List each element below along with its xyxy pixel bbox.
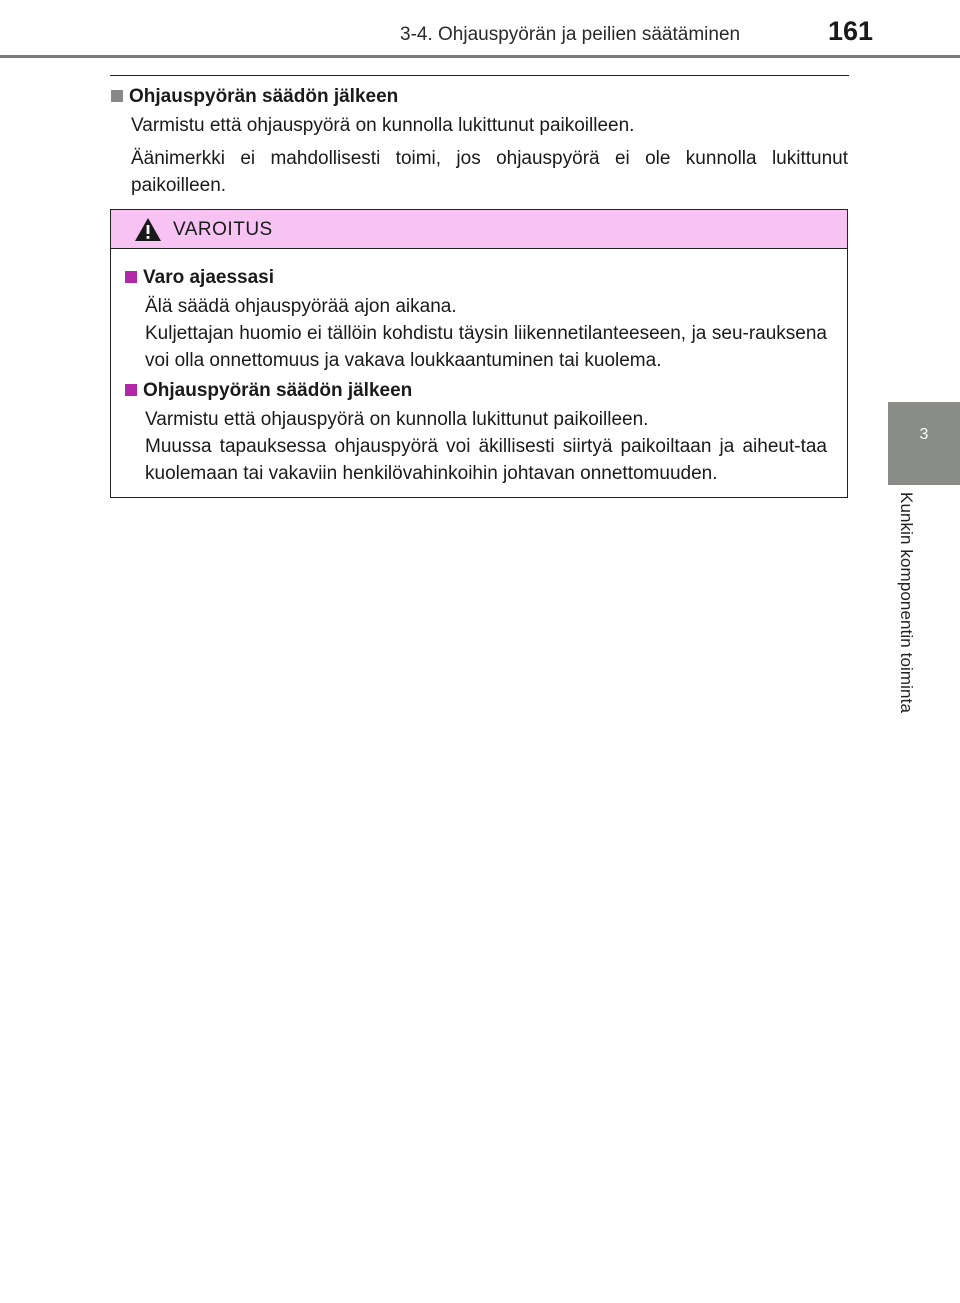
warning-item-text: Kuljettajan huomio ei tällöin kohdistu täysin liikennetilanteeseen, ja seu-rauksena voi olla onnettomuus ja vakava loukkaantuminen tai kuolema. xyxy=(145,323,827,371)
warning-item xyxy=(125,378,827,487)
chapter-tab-label: Kunkin komponentin toiminta xyxy=(897,492,916,713)
warning-item-text: Älä säädä ohjauspyörää ajon aikana. xyxy=(145,296,457,317)
warning-title: VAROITUS xyxy=(173,219,273,240)
warning-item xyxy=(125,265,827,374)
header-rule xyxy=(0,55,960,58)
section-heading: Ohjauspyörän säädön jälkeen xyxy=(111,84,848,110)
section-paragraph: Varmistu että ohjauspyörä on kunnolla lukittunut paikoilleen. xyxy=(131,115,635,136)
page-number: 161 xyxy=(828,16,874,46)
square-bullet-icon xyxy=(111,90,123,102)
square-bullet-icon xyxy=(125,271,137,283)
warning-body xyxy=(111,249,847,487)
warning-item-heading: Varo ajaessasi xyxy=(125,265,827,291)
warning-item-text: Muussa tapauksessa ohjauspyörä voi äkillisesti siirtyä paikoiltaan ja aiheut-taa kuolemaan tai vakaviin henkilövahinkoihin johtavan onnettomuuden. xyxy=(145,436,827,484)
warning-header xyxy=(111,210,847,249)
section-block xyxy=(111,84,848,199)
warning-triangle-icon xyxy=(134,217,162,242)
square-bullet-icon xyxy=(125,384,137,396)
section-paragraph: Äänimerkki ei mahdollisesti toimi, jos ohjauspyörä ei ole kunnolla lukittunut paikoilleen. xyxy=(131,148,848,196)
chapter-tab-number[interactable]: 3 xyxy=(888,402,960,485)
section-rule xyxy=(110,75,849,76)
warning-item-text: Varmistu että ohjauspyörä on kunnolla lukittunut paikoilleen. xyxy=(145,409,649,430)
chapter-tab xyxy=(888,485,960,755)
warning-box xyxy=(110,209,848,498)
chapter-title: 3-4. Ohjauspyörän ja peilien säätäminen xyxy=(400,24,741,45)
warning-item-heading: Ohjauspyörän säädön jälkeen xyxy=(125,378,827,404)
